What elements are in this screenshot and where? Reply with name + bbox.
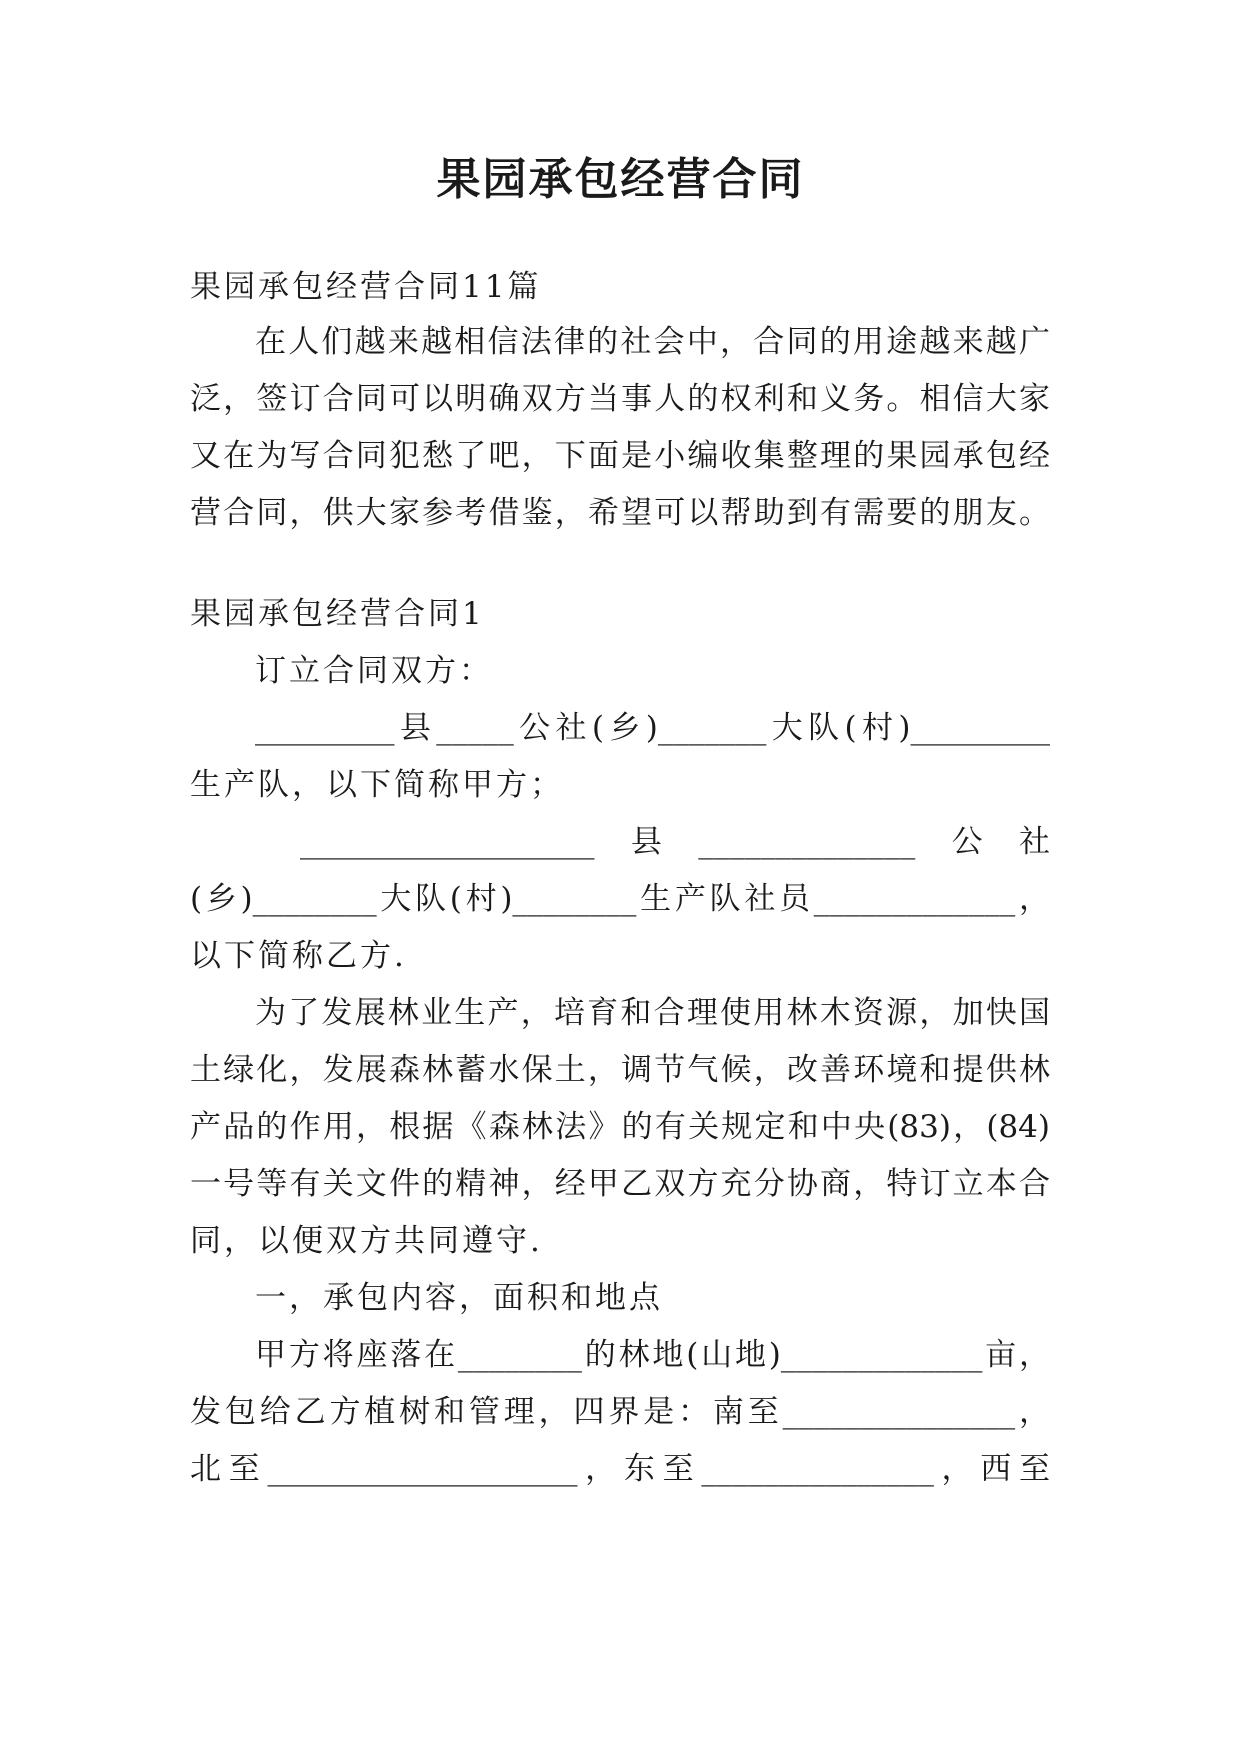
party-b-county-label: 县 <box>630 824 662 860</box>
intro-line-2: 泛，签订合同可以明确双方当事人的权利和义务。相信大家 <box>190 381 1050 417</box>
party-b-blank-county: ___________________ <box>300 824 595 860</box>
party-b-commune-char-2: 社 <box>1019 824 1050 860</box>
party-b-line-2: (乡)________大队(村)________生产队社员_____________， <box>190 881 1050 917</box>
party-b-line-1 <box>300 820 1050 864</box>
party-b-blank-commune: ______________ <box>698 824 916 860</box>
clause-1-line-1: 甲方将座落在________的林地(山地)_____________亩， <box>255 1337 1050 1373</box>
purpose-line-1: 为了发展林业生产，培育和合理使用林木资源，加快国 <box>255 995 1050 1031</box>
party-a-line-1: _________县_____公社(乡)_______大队(村)_________ <box>255 710 1050 746</box>
document-title: 果园承包经营合同 <box>436 154 805 205</box>
intro-line-1: 在人们越来越相信法律的社会中，合同的用途越来越广 <box>255 324 1050 360</box>
party-b-commune-char-1: 公 <box>951 824 983 860</box>
clause-1-heading: 一，承包内容，面积和地点 <box>255 1280 663 1316</box>
purpose-line-3: 产品的作用，根据《森林法》的有关规定和中央(83)，(84) <box>190 1109 1050 1145</box>
party-a-line-2: 生产队，以下简称甲方； <box>190 767 564 803</box>
clause-1-line-3: 北至____________________，东至_______________，西至 <box>190 1451 1050 1487</box>
party-b-line-3: 以下简称乙方. <box>190 938 407 974</box>
purpose-line-5: 同，以便双方共同遵守. <box>190 1223 543 1259</box>
parties-label: 订立合同双方： <box>255 653 493 689</box>
purpose-line-2: 土绿化，发展森林蓄水保土，调节气候，改善环境和提供林 <box>190 1052 1050 1088</box>
purpose-line-4: 一号等有关文件的精神，经甲乙双方充分协商，特订立本合 <box>190 1166 1050 1202</box>
document-subtitle: 果园承包经营合同11篇 <box>190 269 542 305</box>
section-heading: 果园承包经营合同1 <box>190 596 485 632</box>
intro-line-3: 又在为写合同犯愁了吧，下面是小编收集整理的果园承包经 <box>190 438 1050 474</box>
clause-1-line-2: 发包给乙方植树和管理，四界是：南至_______________， <box>190 1394 1050 1430</box>
intro-line-4: 营合同，供大家参考借鉴，希望可以帮助到有需要的朋友。 <box>190 495 1050 531</box>
